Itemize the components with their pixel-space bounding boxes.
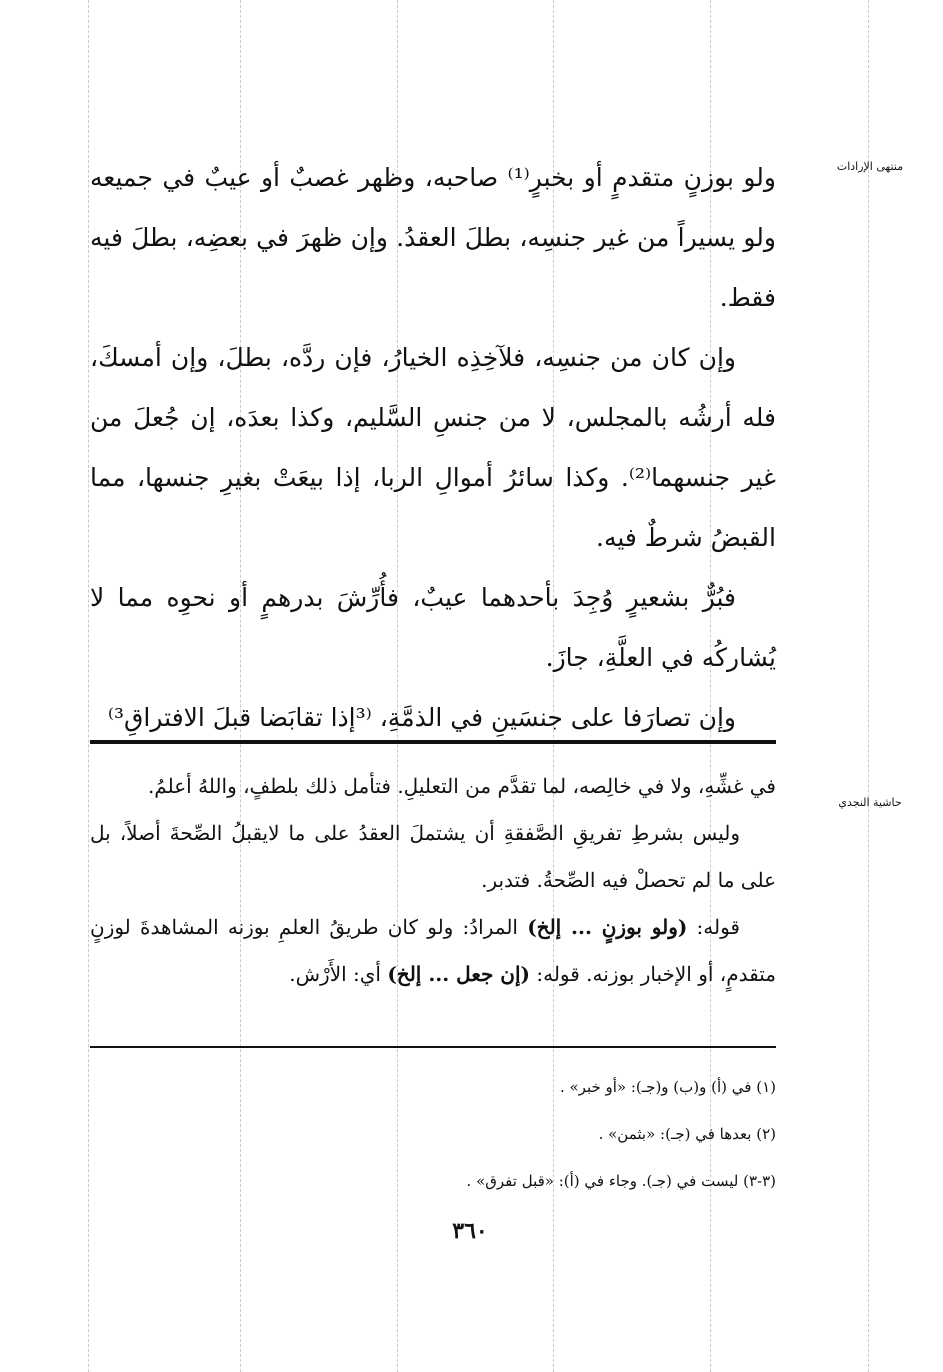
commentary — [90, 763, 776, 998]
margin-label-commentary: حاشية النجدي — [838, 796, 902, 809]
footnote-3: (٣-٣) ليست في (جـ). وجاء في (أ): «قبل تفرق» . — [466, 1172, 776, 1190]
scan-guide-line — [868, 0, 869, 1372]
commentary-line-1: في غشِّهِ، ولا في خالِصه، لما تقدَّم من التعليلِ. فتأمل ذلك بلطفٍ، واللهُ أعلمُ. — [147, 774, 776, 798]
footnotes — [90, 1064, 776, 1205]
commentary-quotes — [90, 904, 776, 998]
main-paragraph-3: فبُرٌّ بشعيرٍ وُجِدَ بأحدهما عيبٌ، فأُرِّشَ بدرهمٍ أو نحوِه مما لا يُشاركُه في العلَّةِ، جازَ. — [90, 583, 776, 672]
margin-label-main-text: منتهى الإرادات — [836, 160, 904, 173]
scan-guide-line — [88, 0, 89, 1372]
commentary-line-2: وليس بشرطِ تفريقِ الصَّفقةِ أن يشتملَ العقدُ على ما لايقبلُ الصِّحةَ أصلاً، بل على ما لم تحصلْ فيه الصِّحةُ. فتدبر. — [90, 821, 776, 892]
quote-text: أي: الأَرْش. — [289, 962, 388, 986]
section-divider — [90, 740, 776, 744]
main-paragraph-4: وإن تصارَفا على جنسَينِ في الذمَّةِ، ⁽³إذا تقابَضا قبلَ الافتراقِ³⁾ — [107, 703, 736, 732]
main-paragraph-1: ولو بوزنٍ متقدمٍ أو بخبرٍ⁽¹⁾ صاحبه، وظهر غصبٌ أو عيبٌ في جميعه ولو يسيراً من غير جنسِه، بطلَ العقدُ. وإن ظهرَ في بعضِه، بطلَ فيه فقط. — [90, 163, 776, 312]
quote-intro: قوله: — [530, 962, 580, 986]
quote-text: المرادُ: ولو كان طريقُ العلمِ بوزنه المشاهدةَ لوزنٍ متقدمٍ، أو الإخبار بوزنه. — [90, 915, 776, 986]
page-number: ٣٦٠ — [452, 1218, 488, 1244]
quote-lemma: (إن جعل ... إلخ) — [387, 962, 531, 986]
quote-intro: قوله: — [687, 915, 740, 939]
footnote-2: (٢) بعدها في (جـ): «بثمن» . — [598, 1125, 776, 1143]
footnote-divider — [90, 1046, 776, 1048]
quote-lemma: (ولو بوزنٍ ... إلخ) — [527, 915, 688, 939]
main-text — [90, 148, 776, 748]
footnote-1: (١) في (أ) و(ب) و(جـ): «أو خبر» . — [559, 1078, 776, 1096]
main-paragraph-2: وإن كان من جنسِه، فلآخِذِه الخيارُ، فإن ردَّه، بطلَ، وإن أمسكَ، فله أرشُه بالمجلس، لا من جنسِ السَّليم، وكذا بعدَه، إن جُعلَ من غير جنسهما⁽²⁾. وكذا سائرُ أموالِ الربا، إذا بيعَتْ بغيرِ جنسها، مما القبضُ شرطٌ فيه. — [90, 343, 776, 552]
